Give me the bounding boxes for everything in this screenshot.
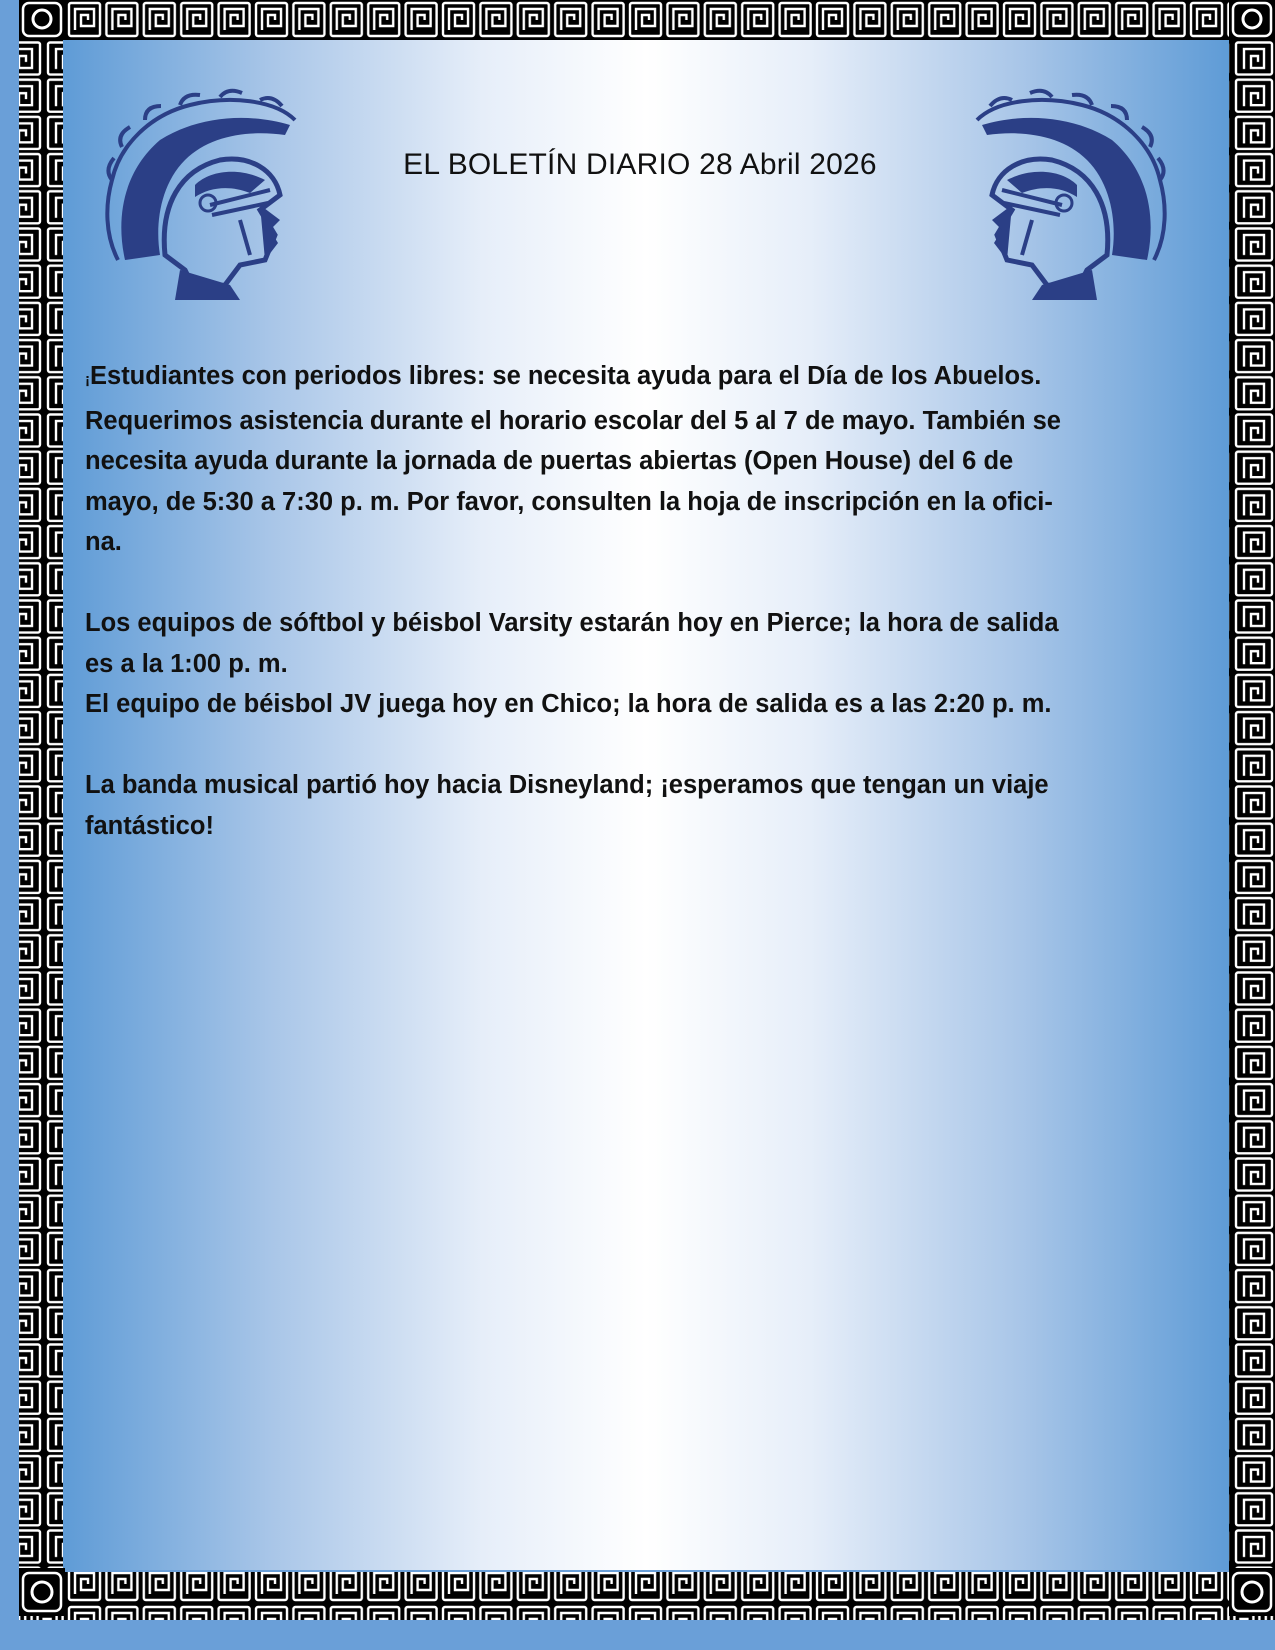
announcement-line: El equipo de béisbol JV juega hoy en Chico; la hora de salida es a las 2:20 p. m. — [85, 690, 1052, 718]
announcement-line: es a la 1:00 p. m. — [85, 649, 288, 678]
announcement-line: Los equipos de sóftbol y béisbol Varsity estarán hoy en Pierce; la hora de salida — [85, 609, 1059, 637]
trojan-helmet-logo-left — [100, 85, 310, 305]
announcement-band — [85, 765, 1220, 846]
announcement-line: Requerimos asistencia durante el horario escolar del 5 al 7 de mayo. También se — [85, 406, 1061, 435]
announcement-volunteers — [85, 356, 1220, 563]
bulletin-title: EL BOLETÍN DIARIO 28 Abril 2026 — [403, 148, 877, 181]
announcement-line: necesita ayuda durante la jornada de puertas abiertas (Open House) del 6 de — [85, 447, 1014, 475]
announcement-sports — [85, 603, 1220, 725]
trojan-helmet-logo-right — [962, 85, 1172, 305]
border-right — [1229, 40, 1275, 1568]
announcement-line: La banda musical partió hoy hacia Disneyland; ¡esperamos que tengan un viaje — [85, 771, 1049, 799]
border-bottom — [19, 1572, 1275, 1620]
announcement-line: Estudiantes con periodos libres: se necesita ayuda para el Día de los Abuelos. — [90, 362, 1042, 390]
border-left — [19, 40, 63, 1568]
announcement-line: fantástico! — [85, 811, 214, 840]
announcement-line: mayo, de 5:30 a 7:30 p. m. Por favor, consulten la hoja de inscripción en la ofici- — [85, 487, 1053, 516]
inverted-exclamation: ¡ — [85, 371, 90, 388]
announcements — [85, 356, 1220, 846]
announcement-line: na. — [85, 528, 122, 556]
border-top — [19, 0, 1275, 40]
